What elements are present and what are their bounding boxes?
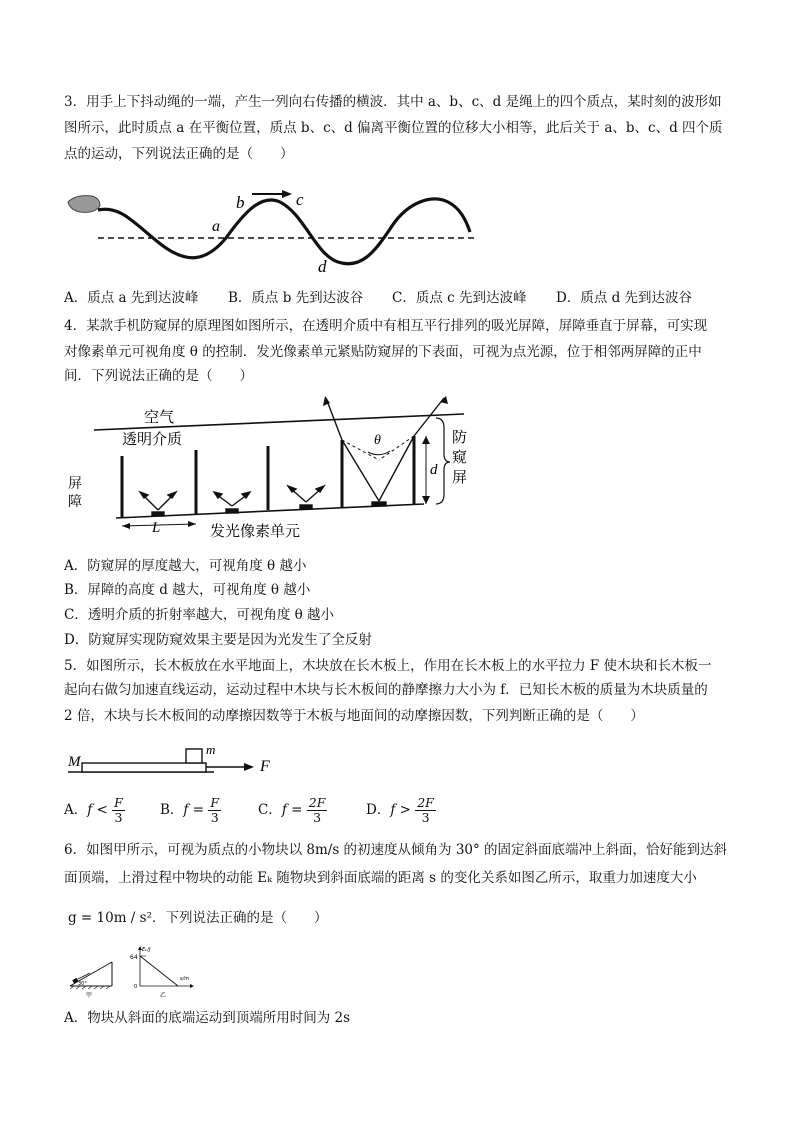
q5-option-d[interactable] xyxy=(366,796,436,825)
label-screen-1: 防 xyxy=(452,428,468,446)
ek-line xyxy=(140,956,178,986)
option-operator: > xyxy=(399,802,411,818)
label-angle: 30° xyxy=(78,981,87,987)
q3-stem-line: 点的运动，下列说法正确的是（ ） xyxy=(64,146,294,162)
label-L: L xyxy=(152,520,161,536)
label-64: 64 xyxy=(130,954,138,961)
option-operator: < xyxy=(96,802,108,818)
label-b: b xyxy=(236,193,245,212)
label-m: m xyxy=(206,742,216,757)
label-d: d xyxy=(318,257,327,276)
option-letter: C． xyxy=(258,802,282,818)
option-operator: = xyxy=(291,802,303,818)
fraction-numerator: F xyxy=(210,795,220,810)
fraction-numerator: F xyxy=(114,795,123,810)
q6-option-a[interactable]: A．物块从斜面的底端运动到顶端所用时间为 2s xyxy=(64,1010,351,1026)
q5-stem-line: 起向右做匀加速直线运动，运动过程中木块与长木板间的静摩擦力大小为 f．已知长木板的质量为木块质量的 xyxy=(64,682,708,698)
long-board xyxy=(82,763,206,772)
fraction-numerator: 2F xyxy=(417,795,434,810)
q5-board-figure xyxy=(64,738,284,778)
label-screen-3: 屏 xyxy=(452,468,468,486)
propagation-arrowhead xyxy=(282,190,292,198)
q5-option-b[interactable] xyxy=(160,796,258,825)
q3-wave-figure xyxy=(66,180,486,280)
option-fraction xyxy=(307,796,328,825)
q6-stem-line: g = 10m / s²．下列说法正确的是（ ） xyxy=(68,910,328,926)
label-a: a xyxy=(212,218,220,235)
label-s-axis: s/m xyxy=(180,976,190,982)
pixel-unit xyxy=(152,512,164,516)
option-fraction xyxy=(208,796,221,825)
q3-option-b[interactable]: B．质点 b 先到达波谷 xyxy=(228,290,364,306)
label-pixel: 发光像素单元 xyxy=(210,522,301,540)
q3-stem-line: 图所示，此时质点 a 在平衡位置，质点 b、c、d 偏离平衡位置的位移大小相等，此后关于 a、b、c、d 四个质 xyxy=(64,120,723,136)
label-medium: 透明介质 xyxy=(122,430,183,448)
option-operator: = xyxy=(192,802,205,818)
fraction-denominator: 3 xyxy=(313,810,322,825)
label-theta: θ xyxy=(374,433,381,448)
q4-stem-line: 间．下列说法正确的是（ ） xyxy=(64,368,253,384)
q3-option-a[interactable]: A．质点 a 先到达波峰 xyxy=(64,290,199,306)
q5-stem-line: 5．如图所示，长木板放在水平地面上，木块放在长木板上，作用在长木板上的水平拉力 F 使木块和长木板一 xyxy=(64,658,712,674)
option-letter: D． xyxy=(366,802,391,818)
q4-privacy-screen-figure xyxy=(64,394,484,544)
q3-options xyxy=(64,288,692,308)
label-origin: 0 xyxy=(134,984,138,990)
q3-option-c[interactable]: C．质点 c 先到达波峰 xyxy=(392,290,527,306)
q5-options xyxy=(64,796,436,825)
option-lhs: f xyxy=(87,802,93,818)
q4-option-c[interactable]: C．透明介质的折射率越大，可视角度 θ 越小 xyxy=(64,607,335,623)
label-barrier-2: 障 xyxy=(68,494,82,510)
q4-option-d[interactable]: D．防窥屏实现防窥效果主要是因为光发生了全反射 xyxy=(64,632,372,648)
q4-option-b[interactable]: B．屏障的高度 d 越大，可视角度 θ 越小 xyxy=(64,582,311,598)
q6-figures xyxy=(66,942,206,1000)
q4-stem-line: 对像素单元可视角度 θ 的控制．发光像素单元紧贴防窥屏的下表面，可视为点光源，位于相邻两屏障的正中 xyxy=(64,344,702,360)
hand-icon xyxy=(68,196,100,213)
label-ek-axis: Eₖ/J xyxy=(142,947,151,953)
q5-option-c[interactable] xyxy=(258,796,366,825)
label-F: F xyxy=(260,758,270,775)
option-lhs: f xyxy=(183,802,189,818)
label-M: M xyxy=(68,754,81,770)
option-lhs: f xyxy=(281,802,287,818)
label-jia: 甲 xyxy=(86,992,93,999)
fraction-denominator: 3 xyxy=(114,810,123,825)
label-air: 空气 xyxy=(144,408,175,426)
option-letter: B． xyxy=(160,802,184,818)
q3-stem-line: 3．用手上下抖动绳的一端，产生一列向右传播的横波．其中 a、b、c、d 是绳上的四个质点，某时刻的波形如 xyxy=(64,94,722,110)
option-fraction xyxy=(112,796,125,825)
q6-stem-line: 6．如图甲所示，可视为质点的小物块以 8m/s 的初速度从倾角为 30° 的固定斜面底端冲上斜面，恰好能到达斜 xyxy=(64,842,728,858)
label-yi: 乙 xyxy=(160,992,167,999)
fraction-numerator: 2F xyxy=(308,795,326,810)
q3-option-d[interactable]: D．质点 d 先到达波谷 xyxy=(556,290,693,306)
pixel-unit xyxy=(300,505,312,509)
option-lhs: f xyxy=(390,802,396,818)
q5-option-a[interactable] xyxy=(64,796,160,825)
q4-option-a[interactable]: A．防窥屏的厚度越大，可视角度 θ 越小 xyxy=(64,558,307,574)
label-d: d xyxy=(430,462,438,478)
label-barrier-1: 屏 xyxy=(68,476,82,492)
option-fraction xyxy=(415,796,436,825)
q6-stem-line: 面顶端，上滑过程中物块的动能 Eₖ 随物块到斜面底端的距离 s 的变化关系如图乙所示，取重力加速度大小 xyxy=(64,870,697,886)
q5-stem-line: 2 倍，木块与长木板间的动摩擦因数等于木板与地面间的动摩擦因数，下列判断正确的是（ ） xyxy=(64,708,644,724)
pixel-unit xyxy=(226,509,238,513)
option-letter: A． xyxy=(64,802,88,818)
label-c: c xyxy=(296,190,304,209)
q4-stem-line: 4．某款手机防窥屏的原理图如图所示，在透明介质中有相互平行排列的吸光屏障，屏障垂直于屏幕，可实现 xyxy=(64,318,708,334)
pixel-unit xyxy=(372,502,386,506)
fraction-denominator: 3 xyxy=(421,810,430,825)
brace xyxy=(436,418,450,504)
rope-wave xyxy=(98,199,470,264)
small-block xyxy=(186,749,202,763)
fraction-denominator: 3 xyxy=(210,810,219,825)
label-screen-2: 窥 xyxy=(452,448,468,466)
